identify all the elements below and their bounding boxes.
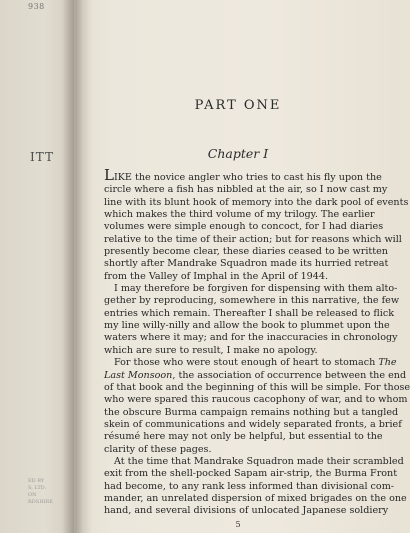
text-line: line with its blunt hook of memory into the dark pool of events [104,196,409,208]
text-line: of that book and the beginning of this will be simple. For those [104,381,410,393]
text-line: my line willy-nilly and allow the book to plummet upon the [104,320,390,332]
book-title-italic: The [378,357,397,369]
right-page [76,0,410,533]
text-line: the obscure Burma campaign remains nothing but a tangled [104,406,399,418]
drop-cap: L [104,166,114,184]
left-page-imprint [28,478,53,506]
text-line: waters where it may; and for the inaccuracies in chronology [104,332,398,344]
text-line: presently become clear, these diaries ceased to be written [104,246,388,258]
text-line: exit from the shell-pocked Sapam air-strip, the Burma Front [104,468,398,480]
left-page-top-fragment: 938 [28,2,45,11]
imprint-line: ED BY [28,478,45,484]
text-line: For those who were stout enough of heart to stomach The [114,357,397,369]
text-line: I may therefore be forgiven for dispensing with them alto- [114,283,398,295]
text-line: entries which remain. Thereafter I shall be released to flick [104,307,395,319]
text-line: clarity of these pages. [104,443,212,455]
text-line: which makes the third volume of my trilogy. The earlier [104,209,375,221]
text-line: gether by reproducing, somewhere in this narrative, the few [104,295,400,307]
text-line: Last Monsoon, the association of occurrence between the end [104,369,407,381]
text-line: circle where a fish has nibbled at the air, so I now cast my [104,184,388,196]
imprint-line: ON [28,492,37,498]
page-number: 5 [235,520,241,529]
text-line: from the Valley of Imphal in the April of 1944. [104,270,329,282]
imprint-line: RDSHIRE [28,499,53,505]
text-line: mander, an unrelated dispersion of mixed brigades on the one [104,492,407,504]
text-line: relative to the time of their action; but for reasons which will [104,233,402,245]
chapter-heading: Chapter I [207,146,269,161]
text-line: volumes were simple enough to concoct, for I had diaries [104,221,384,233]
text-line: had become, to any rank less informed than divisional com- [104,480,395,492]
text-line: skein of communications and widely separated fronts, a brief [104,418,402,430]
text-line: At the time that Mandrake Squadron made their scrambled [114,455,404,467]
chapter-body [104,166,410,518]
book-title-italic: Last Monsoon [104,369,173,381]
part-heading: PART ONE [194,98,282,113]
text-line: shortly after Mandrake Squadron made its hurried retreat [104,258,389,270]
text-line: who were spared this raucous cacophony of war, and to whom [104,394,408,406]
text-line: which are sure to result, I make no apology. [104,344,318,356]
text-line: résumé here may not only be helpful, but essential to the [104,431,383,443]
left-page-title-fragment: ITT [30,150,54,164]
imprint-line: S, LTD. [28,485,47,491]
book-gutter-shadow [62,0,92,533]
text-line: LIKE the novice angler who tries to cast his fly upon the [104,166,382,184]
text-line: hand, and several divisions of unlocated Japanese soldiery [104,505,389,517]
